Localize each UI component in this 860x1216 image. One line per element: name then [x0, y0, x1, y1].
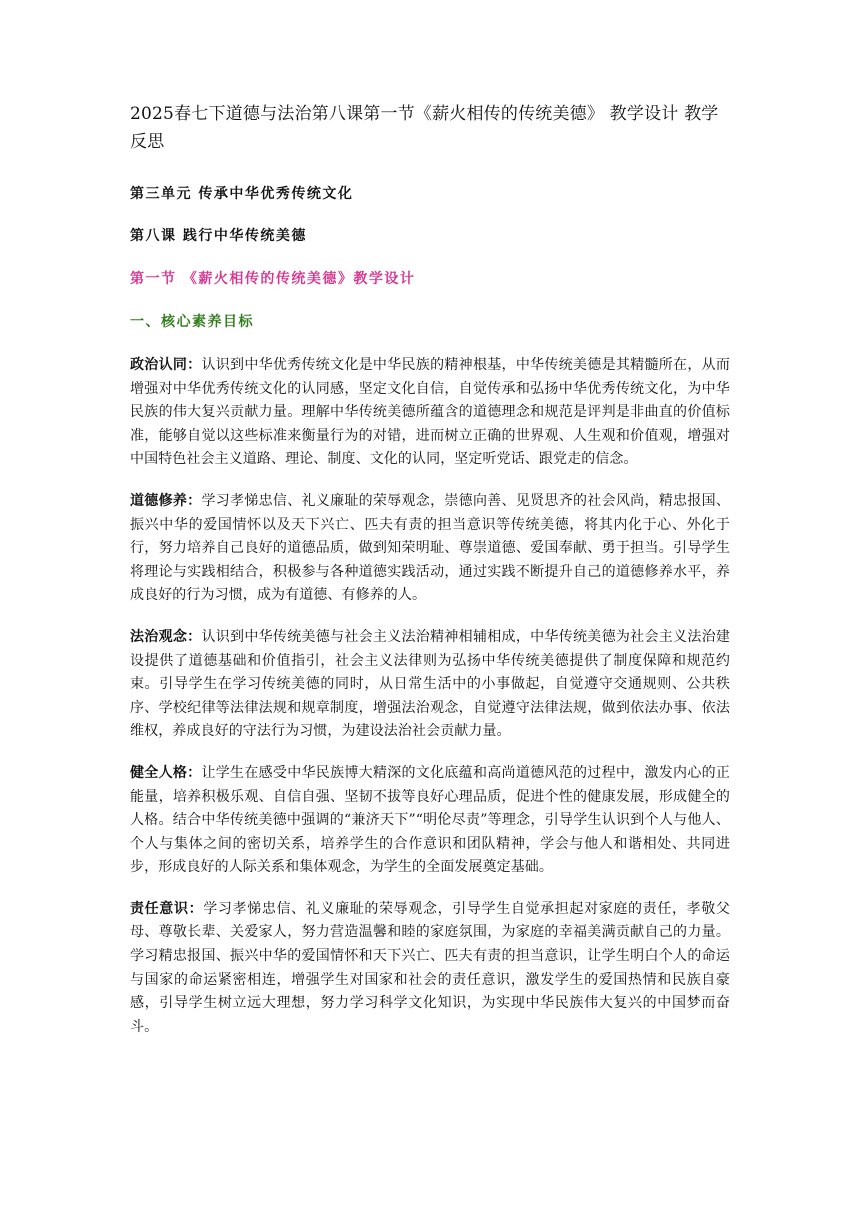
- paragraph-label: 政治认同：: [130, 357, 202, 373]
- paragraph-text: 让学生在感受中华民族博大精深的文化底蕴和高尚道德风范的过程中，激发内心的正能量，培养积极乐观、自信自强、坚韧不拔等良好心理品质，促进个性的健康发展，形成健全的人格。结合中华传统美德中强调的“兼济天下”“明伦尽责”等理念，引导学生认识到个人与他人、个人与集体之间的密切关系，培养学生的合作意识和团队精神，学会与他人和谐相处、共同进步，形成良好的人际关系和集体观念，为学生的全面发展奠定基础。: [130, 764, 730, 876]
- paragraph-label: 健全人格：: [130, 764, 202, 781]
- section-heading: 第一节 《薪火相传的传统美德》教学设计: [130, 271, 416, 287]
- paragraph-label: 责任意识：: [130, 900, 204, 917]
- paragraph-rule-of-law: [130, 626, 730, 744]
- paragraph-moral-cultivation: [130, 490, 730, 608]
- paragraph-text: 认识到中华优秀传统文化是中华民族的精神根基，中华传统美德是其精髓所在，从而增强对中华优秀传统文化的认同感，坚定文化自信，自觉传承和弘扬中华优秀传统文化，为中华民族的伟大复兴贡献力量。理解中华传统美德所蕴含的道德理念和规范是评判是非曲直的价值标准，能够自觉以这些标准来衡量行为的对错，进而树立正确的世界观、人生观和价值观，增强对中国特色社会主义道路、理论、制度、文化的认同，坚定听党话、跟党走的信念。: [130, 357, 730, 468]
- paragraph-political-identity: [130, 354, 730, 472]
- paragraph-responsibility: [130, 898, 730, 1040]
- unit-heading: 第三单元 传承中华优秀传统文化: [130, 186, 354, 202]
- goal-heading: 一、核心素养目标: [130, 314, 254, 330]
- lesson-heading: 第八课 践行中华传统美德: [130, 228, 307, 244]
- paragraph-text: 学习孝悌忠信、礼义廉耻的荣辱观念，崇德向善、见贤思齐的社会风尚，精忠报国、振兴中华的爱国情怀以及天下兴亡、匹夫有责的担当意识等传统美德，将其内化于心、外化于行，努力培养自己良好的道德品质，做到知荣明耻、尊崇道德、爱国奉献、勇于担当。引导学生将理论与实践相结合，积极参与各种道德实践活动，通过实践不断提升自己的道德修养水平，养成良好的行为习惯，成为有道德、有修养的人。: [130, 492, 730, 604]
- document-page: [130, 100, 730, 1057]
- paragraph-text: 认识到中华传统美德与社会主义法治精神相辅相成，中华传统美德为社会主义法治建设提供了道德基础和价值指引，社会主义法律则为弘扬中华传统美德提供了制度保障和规范约束。引导学生在学习传统美德的同时，从日常生活中的小事做起，自觉遵守交通规则、公共秩序、学校纪律等法律法规和规章制度，增强法治观念，自觉遵守法律法规，做到依法办事、依法维权，养成良好的守法行为习惯，为建设法治社会贡献力量。: [130, 628, 730, 740]
- document-title: 2025春七下道德与法治第八课第一节《薪火相传的传统美德》 教学设计 教学反思: [130, 104, 719, 152]
- paragraph-label: 法治观念：: [130, 628, 202, 645]
- paragraph-label: 道德修养：: [130, 492, 202, 509]
- paragraph-text: 学习孝悌忠信、礼义廉耻的荣辱观念，引导学生自觉承担起对家庭的责任，孝敬父母、尊敬长辈、关爱家人，努力营造温馨和睦的家庭氛围，为家庭的幸福美满贡献自己的力量。学习精忠报国、振兴中华的爱国情怀和天下兴亡、匹夫有责的担当意识，让学生明白个人的命运与国家的命运紧密相连，增强学生对国家和社会的责任意识，激发学生的爱国热情和民族自豪感，引导学生树立远大理想，努力学习科学文化知识，为实现中华民族伟大复兴的中国梦而奋斗。: [130, 900, 731, 1035]
- paragraph-sound-personality: [130, 762, 730, 880]
